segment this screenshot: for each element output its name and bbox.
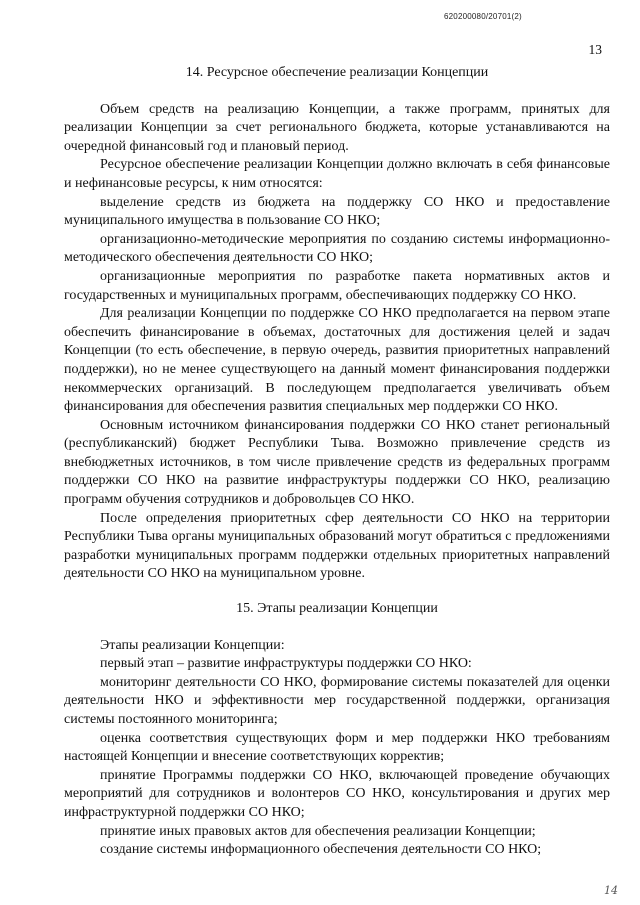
list-item: выделение средств из бюджета на поддержку СО НКО и предоставление муниципального имущества в пользование СО НКО; bbox=[64, 194, 610, 229]
list-item: организационно-методические мероприятия по созданию системы информационно-методического обеспечения деятельности СО НКО; bbox=[64, 231, 610, 266]
paragraph: Ресурсное обеспечение реализации Концепции должно включать в себя финансовые и нефинансовые ресурсы, к ним относятся: bbox=[64, 157, 610, 191]
list-item: мониторинг деятельности СО НКО, формирование системы показателей для оценки деятельности НКО и эффективности мер государственной поддержки, организация системы постоянного мониторинга; bbox=[64, 674, 610, 727]
paragraph: После определения приоритетных сфер деятельности СО НКО на территории Республики Тыва органы муниципальных образований могут обратиться с предложениями разработки муниципальных программ поддержки отдельных приоритетных направлений деятельности СО НКО на муниципальном уровне. bbox=[64, 510, 610, 582]
list-item: организационные мероприятия по разработке пакета нормативных актов и государственных и муниципальных программ, обеспечивающих поддержку СО НКО. bbox=[64, 268, 610, 303]
paragraph: Основным источником финансирования поддержки СО НКО станет региональный (республиканский) бюджет Республики Тыва. Возможно привлечение средств из внебюджетных источников, в том числе привлечение средств из федеральных программ поддержки СО НКО на развитие инфраструктуры поддержки СО НКО, реализацию программ обучения сотрудников и добровольцев СО НКО. bbox=[64, 417, 610, 508]
list-item: принятие иных правовых актов для обеспечения реализации Концепции; bbox=[100, 823, 536, 839]
list-item: первый этап – развитие инфраструктуры поддержки СО НКО: bbox=[100, 656, 472, 672]
document-body bbox=[64, 64, 610, 860]
page-number: 13 bbox=[588, 42, 602, 57]
paragraph: Этапы реализации Концепции: bbox=[100, 637, 285, 653]
list-item: принятие Программы поддержки СО НКО, включающей проведение обучающих мероприятий для сотрудников и волонтеров СО НКО, консультирования и других мер инфраструктурной поддержки СО НКО; bbox=[64, 767, 610, 820]
list-item: создание системы информационного обеспечения деятельности СО НКО; bbox=[100, 842, 542, 858]
section-14-heading: 14. Ресурсное обеспечение реализации Концепции bbox=[185, 65, 489, 80]
paragraph: Объем средств на реализацию Концепции, а также программ, принятых для реализации Концепции за счет регионального бюджета, которые устанавливаются на очередной финансовый год и плановый период. bbox=[64, 101, 610, 154]
paragraph: Для реализации Концепции по поддержке СО НКО предполагается на первом этапе обеспечить финансирование в объемах, достаточных для достижения целей и задач Концепции (то есть обеспечение, в первую очередь, развития приоритетных направлений поддержки), но не менее существующего на данный момент финансирования поддержки некоммерческих организаций. В последующем предполагается увеличивать объем финансирования для обеспечения развития специальных мер поддержки СО НКО. bbox=[64, 306, 610, 415]
list-item: оценка соответствия существующих форм и мер поддержки НКО требованиям настоящей Концепции и внесение соответствующих корректив; bbox=[64, 730, 610, 765]
document-stamp-number: 620200080/20701(2) bbox=[444, 12, 522, 21]
section-15-heading: 15. Этапы реализации Концепции bbox=[236, 601, 438, 617]
handwritten-page-mark: 14 bbox=[604, 884, 618, 897]
